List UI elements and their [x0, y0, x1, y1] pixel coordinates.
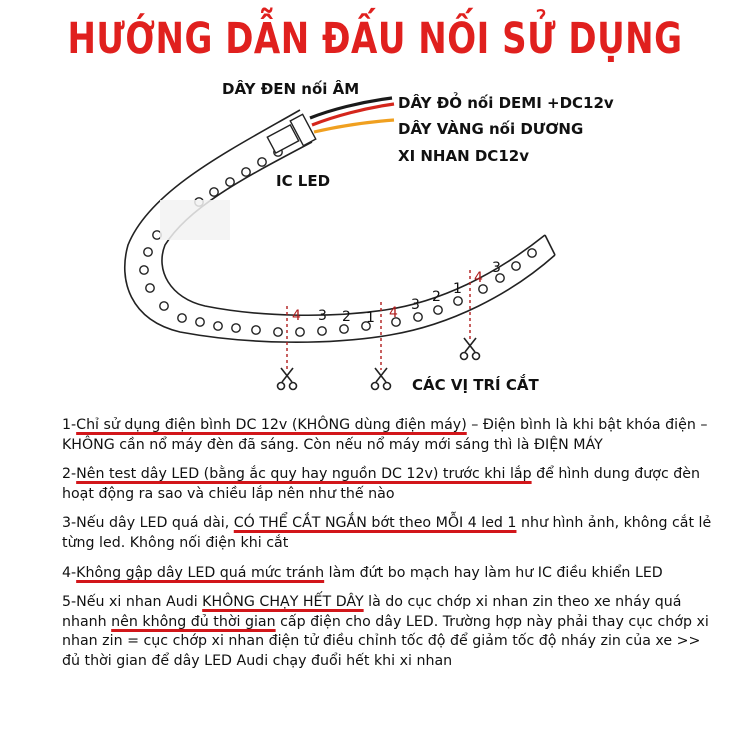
cut-lines — [287, 270, 470, 370]
led-dots — [140, 148, 536, 336]
instruction-4-highlight: Không gập dây LED quá mức tránh — [76, 564, 325, 581]
instruction-3-highlight: CÓ THỂ CẮT NGẮN bớt theo MỖI 4 led 1 — [233, 515, 517, 532]
ic-chip-icon — [267, 114, 315, 153]
page-title: HƯỚNG DẪN ĐẤU NỐI SỬ DỤNG — [67, 14, 683, 64]
yellow-wire-label-1: DÂY VÀNG nối DƯƠNG — [398, 120, 584, 138]
ic-led-label: IC LED — [276, 172, 331, 190]
instruction-5: 5-Nếu xi nhan Audi KHÔNG CHẠY HẾT DÂY là do cục chớp xi nhan zin theo xe nháy quá nhanh nên không đủ thời gian cấp điện cho dây LED. Trường hợp này phải thay cục chớp xi nhan zin = cục chớp xi nhan điện tử điều chỉnh tốc độ để giảm tốc độ nháy zin của xe >> đủ thời gian để dây LED Audi chạy đuổi hết khi xi nhan — [62, 594, 709, 669]
group-left-3: 3 — [318, 308, 327, 324]
faded-region — [160, 200, 230, 240]
scissors-icon — [278, 368, 297, 390]
yellow-wire — [314, 120, 394, 132]
scissors-icon — [461, 338, 480, 360]
group-top-3: 3 — [492, 260, 501, 276]
group-top-4: 4 — [474, 270, 483, 286]
instructions-list — [62, 416, 722, 682]
instruction-4: 4-Không gập dây LED quá mức tránh làm đứt bo mạch hay làm hư IC điều khiển LED — [62, 564, 663, 581]
black-wire-label: DÂY ĐEN nối ÂM — [222, 80, 360, 98]
group-left-2: 2 — [342, 309, 351, 325]
instruction-1-highlight: Chỉ sử dụng điện bình DC 12v (KHÔNG dùng điện máy) — [76, 417, 467, 433]
instruction-3: 3-Nếu dây LED quá dài, CÓ THỂ CẮT NGẮN bớt theo MỖI 4 led 1 như hình ảnh, không cắt lẻ từng led. Không nối điện khi cắt — [62, 515, 712, 551]
instruction-5-highlight: KHÔNG CHẠY HẾT DÂY — [202, 594, 364, 611]
instruction-2: 2-Nên test dây LED (bằng ắc quy hay nguồn DC 12v) trước khi lắp để hình dung được đèn hoạt động ra sao và chiều lắp nên như thế nào — [62, 466, 700, 502]
yellow-wire-label-2: XI NHAN DC12v — [398, 147, 529, 165]
scissors-icon — [372, 368, 391, 390]
group-left-4: 4 — [292, 308, 301, 324]
group-right-4: 4 — [389, 305, 398, 321]
group-right-3: 3 — [411, 297, 420, 313]
red-wire-label: DÂY ĐỎ nối DEMI +DC12v — [398, 94, 614, 112]
group-right-1: 1 — [453, 281, 462, 297]
strip-end-cap — [545, 235, 555, 255]
instruction-5-highlight-2: nên không đủ thời gian — [111, 613, 276, 630]
instruction-1: 1-Chỉ sử dụng điện bình DC 12v (KHÔNG dùng điện máy) – Điện bình là khi bật khóa điện – KHÔNG cần nổ máy đèn đã sáng. Còn nếu nổ máy mới sáng thì là ĐIỆN MÁY — [62, 417, 708, 453]
group-left-1: 1 — [366, 310, 375, 326]
black-wire — [310, 98, 392, 118]
led-strip-diagram — [0, 70, 750, 400]
instruction-2-highlight: Nên test dây LED (bằng ắc quy hay nguồn DC 12v) trước khi lắp — [76, 466, 532, 483]
cut-positions-label: CÁC VỊ TRÍ CẮT — [412, 376, 539, 394]
group-right-2: 2 — [432, 289, 441, 305]
